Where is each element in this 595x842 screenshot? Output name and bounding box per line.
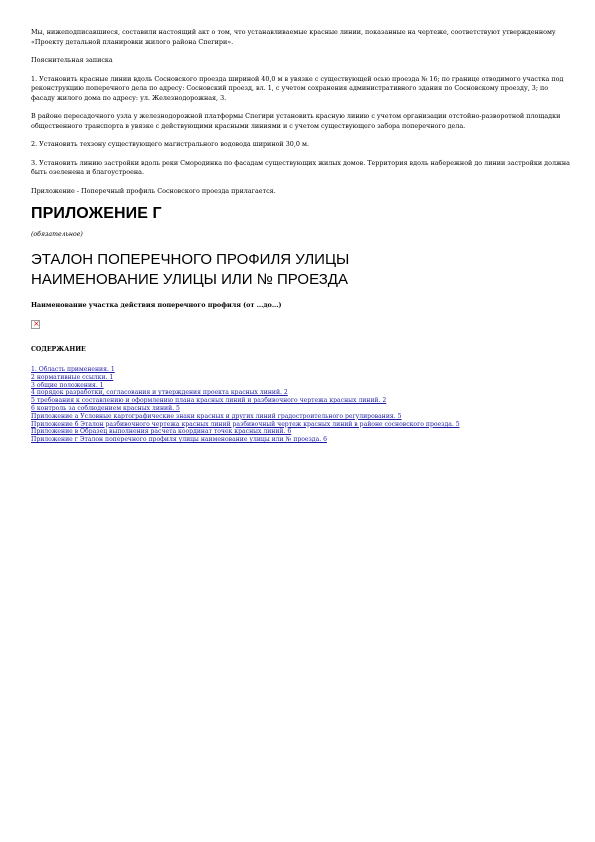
item-2-paragraph: 2. Установить техзону существующего магистрального водовода шириной 30,0 м. <box>31 140 309 148</box>
etalon-heading-line2: НАИМЕНОВАНИЕ УЛИЦЫ ИЛИ № ПРОЕЗДА <box>31 271 348 288</box>
toc-link-9[interactable]: Приложение в Образец выполнения расчета координат точек красных линий. 6 <box>31 428 292 436</box>
intro-paragraph: Мы, нижеподписавшиеся, составили настоящий акт о том, что устанавливаемые красные линии, показанные на чертеже, соответствуют утвержденному «Проекту детальной планировки жилого района Спегири». <box>31 28 556 46</box>
etalon-heading-line1: ЭТАЛОН ПОПЕРЕЧНОГО ПРОФИЛЯ УЛИЦЫ <box>31 251 350 268</box>
toc-link-2[interactable]: 2 нормативные ссылки. 1 <box>31 373 114 381</box>
toc-item <box>31 413 571 421</box>
explanatory-note-title: Пояснительная записка <box>31 56 113 64</box>
toc-item <box>31 428 571 436</box>
toc-link-3[interactable]: 3 общие положения. 1 <box>31 381 104 389</box>
toc-item <box>31 382 571 390</box>
table-of-contents <box>31 366 571 444</box>
section-name-label: Наименование участка действия поперечного профиля (от ...до...) <box>31 301 282 309</box>
toc-item <box>31 421 571 429</box>
broken-image-icon <box>31 320 40 329</box>
toc-item <box>31 389 571 397</box>
document-page <box>31 28 571 444</box>
appendix-status: (обязательное) <box>31 231 83 238</box>
toc-link-4[interactable]: 4 порядок разработки, согласования и утверждения проекта красных линий. 2 <box>31 389 288 397</box>
appendix-heading: ПРИЛОЖЕНИЕ Г <box>31 205 162 222</box>
toc-link-10[interactable]: Приложение г Эталон поперечного профиля улицы наименование улицы или № проезда. 6 <box>31 436 327 444</box>
toc-link-5[interactable]: 5 требования к составлению и оформлению плана красных линий и разбивочного чертежа красных линий. 2 <box>31 397 387 405</box>
toc-item <box>31 436 571 444</box>
attachment-note: Приложение - Поперечный профиль Сосновского проезда прилагается. <box>31 186 276 195</box>
toc-link-7[interactable]: Приложение а Условные картографические знаки красных и других линий градостроительного регулирования. 5 <box>31 412 402 420</box>
interchange-paragraph: В районе пересадочного узла у железнодорожной платформы Спегири установить красную линию с учетом организации отстойно-разворотной площадки общественного транспорта в увязке с действующими красными линиями и с учетом существующего забора поперечного дела. <box>31 112 561 130</box>
item-1-paragraph: 1. Установить красные линии вдоль Сосновского проезда шириной 40,0 м в увязке с существующей осью проезда № 16; по границе отводимого участка под реконструкцию поперечного дела по адресу: Сосновский проезд, вл. 1, с учетом сохранения административного здания по Сосновскому проезду, 3; по фасаду жилого дома по адресу: ул. Железнодорожная, 3. <box>31 74 564 102</box>
broken-image-x: × <box>33 319 40 328</box>
toc-link-1[interactable]: 1. Область применения. 1 <box>31 366 115 373</box>
toc-link-6[interactable]: 6 контроль за соблюдением красных линий. 5 <box>31 404 180 412</box>
item-3-paragraph: 3. Установить линию застройки вдоль реки Смородинка по фасадам существующих жилых домов. Территория вдоль набережной до линии застройки должна быть озеленена и благоустроена. <box>31 158 570 176</box>
toc-item <box>31 397 571 405</box>
toc-item <box>31 405 571 413</box>
toc-item <box>31 366 571 374</box>
toc-item <box>31 374 571 382</box>
toc-link-8[interactable]: Приложение б Эталон разбивочного чертежа красных линий разбивочный чертеж красных линий в районе сосновского проезда. 5 <box>31 420 460 428</box>
toc-title: СОДЕРЖАНИЕ <box>31 346 86 353</box>
